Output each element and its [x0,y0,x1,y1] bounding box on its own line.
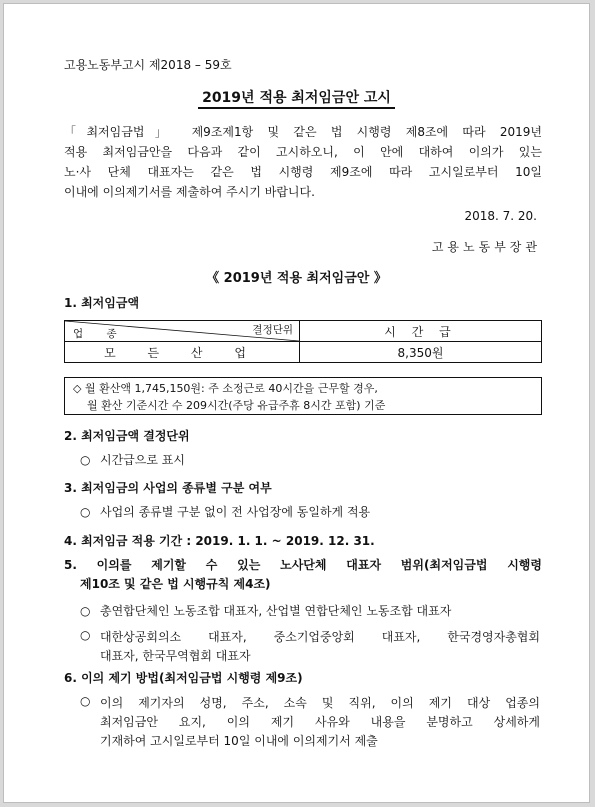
section-5-bullet-2-marker [80,628,100,642]
diagonal-header-cell [65,321,300,342]
bullet-text: 시간급으로 표시 [100,453,185,467]
minimum-wage-table [64,320,542,363]
document-title-text: 2019년 적용 최저임금안 고시 [198,90,395,109]
intro-line: 노·사 단체 대표자는 같은 법 시행령 제9조에 따라 고시일로부터 10일 [64,165,542,179]
bullet-line: 이의 제기자의 성명, 주소, 소속 및 직위, 이의 제기 대상 업종의 [100,696,540,710]
bullet-line: 대표자, 한국무역협회 대표자 [100,649,251,663]
proposal-subtitle: 《 2019년 적용 최저임금안 》 [206,271,387,286]
section-4-heading: 4. 최저임금 적용 기간 : 2019. 1. 1. ~ 2019. 12. 31. [64,534,375,548]
intro-paragraph [64,122,542,202]
bullet-line: 기재하여 고시일로부터 10일 이내에 이의제기서 제출 [100,734,378,748]
monthly-conversion-note [64,377,542,415]
section-1-heading: 1. 최저임금액 [64,296,140,310]
bullet-line: 대한상공회의소 대표자, 중소기업중앙회 대표자, 한국경영자총협회 [100,630,540,644]
intro-line: 이내에 이의제기서를 제출하여 주시기 바랍니다. [64,185,315,199]
bullet-marker: ○ [80,694,91,708]
table-row [65,342,542,363]
intro-line: 「최저임금법」 제9조제1항 및 같은 법 시행령 제8조에 따라 2019년 [64,125,542,139]
section-5-bullet-1 [80,602,451,619]
bullet-marker: ○ [80,453,91,467]
section-6-bullet-marker [80,694,100,708]
section-5-bullet-2 [100,628,540,666]
document-page [3,3,590,803]
section-6-heading: 6. 이의 제기 방법(최저임금법 시행령 제9조) [64,671,303,685]
document-title [4,87,589,107]
notice-date: 2018. 7. 20. [464,209,537,223]
section-3-bullet [80,503,370,520]
decision-unit-label: 결정단위 [252,324,293,336]
bullet-text: 총연합단체인 노동조합 대표자, 산업별 연합단체인 노동조합 대표자 [100,604,452,618]
bullet-marker: ○ [80,628,91,642]
note-line: ◇ 월 환산액 1,745,150원: 주 소정근로 40시간을 근무할 경우, [73,382,378,395]
issuer-name: 고용노동부장관 [431,240,541,254]
bullet-marker: ○ [80,604,91,618]
all-industries-cell: 모 든 산 업 [65,342,300,363]
intro-line: 적용 최저임금안을 다음과 같이 고시하오니, 이 안에 대하여 이의가 있는 [64,145,542,159]
bullet-marker: ○ [80,505,91,519]
note-line: 월 환산 기준시간 수 209시간(주당 유급주휴 8시간 포함) 기준 [87,399,386,412]
hourly-wage-header: 시 간 급 [300,321,542,342]
industry-label: 업 종 [73,328,127,340]
table-header-row [65,321,542,342]
section-5-heading [64,556,542,594]
hourly-wage-value: 8,350원 [300,342,542,363]
bullet-text: 사업의 종류별 구분 없이 전 사업장에 동일하게 적용 [100,505,371,519]
section-2-heading: 2. 최저임금액 결정단위 [64,429,190,443]
section-3-heading: 3. 최저임금의 사업의 종류별 구분 여부 [64,481,272,495]
bullet-line: 최저임금안 요지, 이의 제기 사유와 내용을 분명하고 상세하게 [100,715,540,729]
section-6-bullet [100,694,540,751]
section-2-bullet [80,451,185,468]
notice-number: 고용노동부고시 제2018 – 59호 [64,58,232,72]
heading-line: 제10조 및 같은 법 시행규칙 제4조) [80,577,271,591]
heading-line: 5. 이의를 제기할 수 있는 노사단체 대표자 범위(최저임금법 시행령 [64,558,542,572]
